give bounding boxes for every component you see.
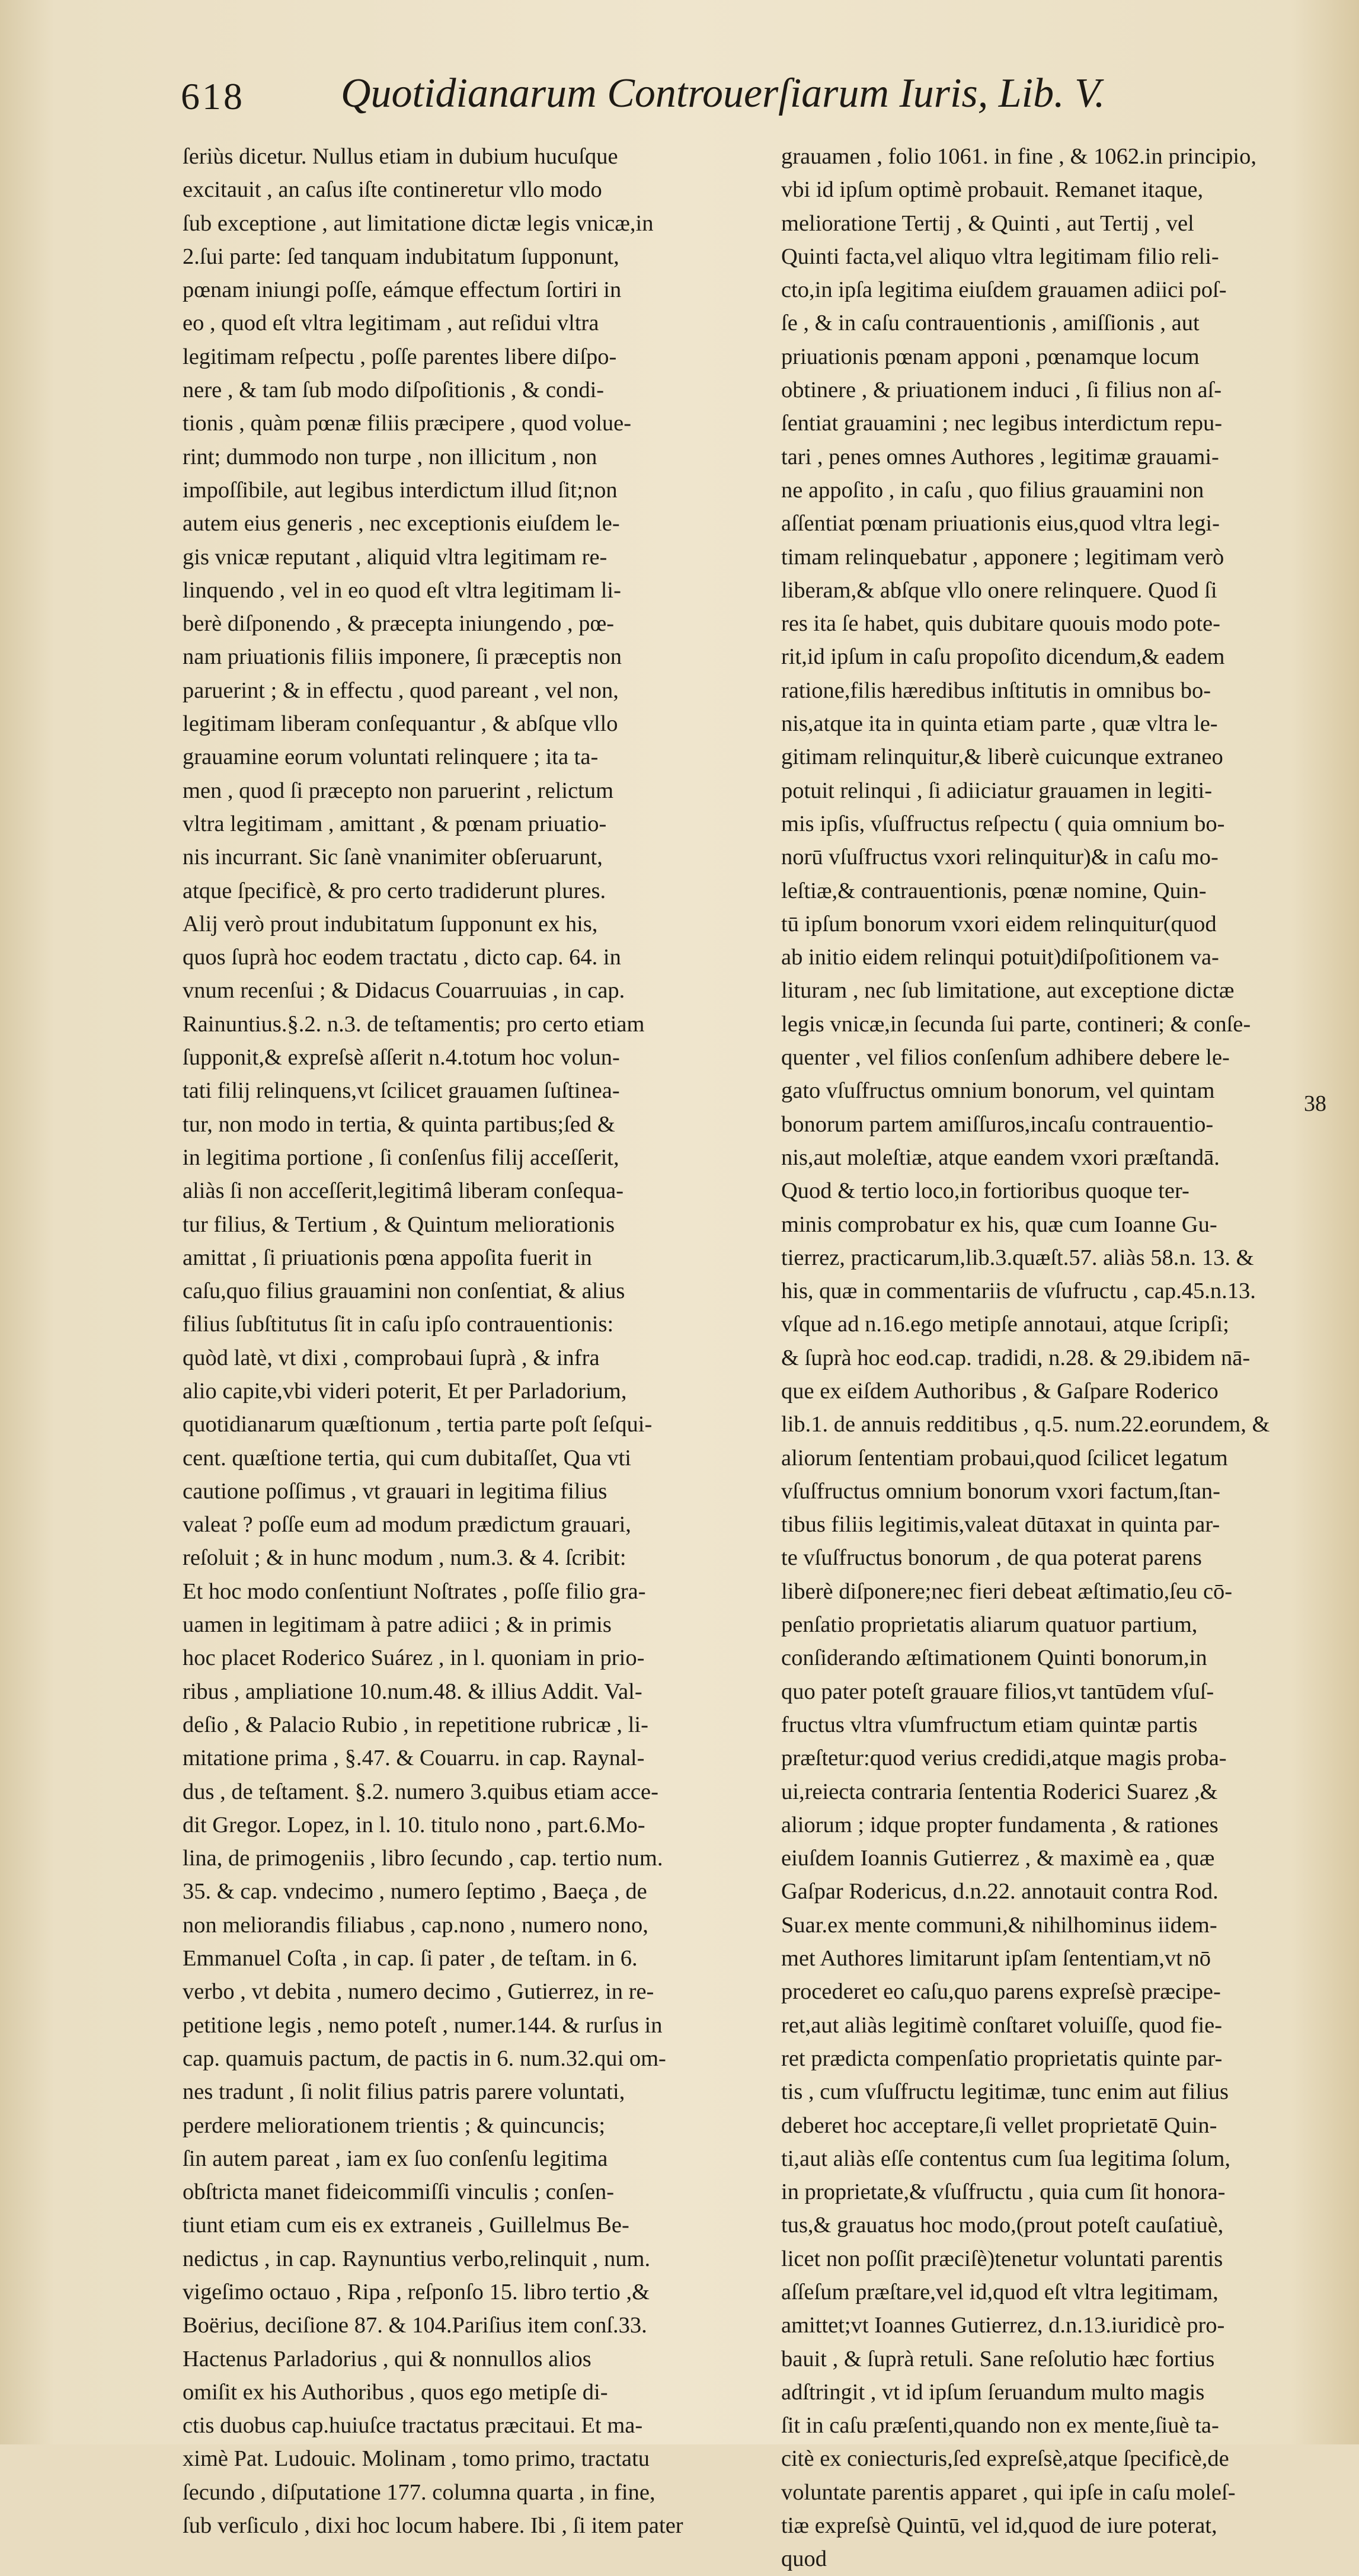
text-line: Emmanuel Coſta , in cap. ſi pater , de teſtam. in 6. [183,1946,638,1971]
text-line: uamen in legitimam à patre adiici ; & in primis [183,1612,612,1638]
text-line: in legitima portione , ſi conſenſus filij acceſſerit, [183,1145,619,1170]
text-line: nis incurrant. Sic ſanè vnanimiter obſeruarunt, [183,845,603,870]
text-line: ret,aut aliàs legitimè conſtaret voluiſſe, quod fie- [781,2012,1223,2038]
text-line: vigeſimo octauo , Ripa , reſponſo 15. libro tertio ,& [183,2280,650,2305]
text-line: legitimam liberam conſequantur , & abſque vllo [183,711,618,737]
text-line: grauamine eorum voluntati relinquere ; ita ta- [183,744,599,770]
text-line: tis , cum vſuſfructu legitimæ, tunc enim aut filius [781,2079,1229,2105]
text-line: verbo , vt debita , numero decimo , Gutierrez, in re- [183,1979,654,2005]
text-line: 35. & cap. vndecimo , numero ſeptimo , Baeça , de [183,1879,647,1904]
text-line: ratione,filis hæredibus inſtitutis in omnibus bo- [781,677,1211,703]
text-line: tierrez, practicarum,lib.3.quæſt.57. aliàs 58.n. 13. & [781,1245,1254,1270]
text-line: tiæ expreſsè Quintū, vel id,quod de iure poterat, [781,2513,1217,2539]
text-line: gitimam relinquitur,& liberè cuicunque extraneo [781,744,1223,770]
page-header [181,70,1105,135]
text-line: legitimam reſpectu , poſſe parentes libere diſpo- [183,344,617,369]
text-line: ribus , ampliatione 10.num.48. & illius Addit. Val- [183,1679,642,1704]
text-line: gis vnicæ reputant , aliquid vltra legitimam re- [183,544,607,570]
right-text-column [781,140,1347,2576]
text-line: quo pater poteſt grauare filios,vt tantūdem vſuſ- [781,1679,1214,1704]
text-line: valeat ? poſſe eum ad modum prædictum grauari, [183,1512,631,1538]
text-line: fructus vltra vſumfructum etiam quintæ partis [781,1712,1198,1737]
text-line: aliàs ſi non acceſſerit,legitimâ liberam conſequa- [183,1178,624,1204]
text-line: autem eius generis , nec exceptionis eiuſdem le- [183,511,620,536]
text-line: liberè diſponere;nec fieri debeat æſtimatio,ſeu cō- [781,1578,1233,1604]
text-line: nis,aut moleſtiæ, atque eandem vxori præſtandā. [781,1145,1220,1170]
text-line: tū ipſum bonorum vxori eidem relinquitur(quod [781,911,1217,937]
text-line: aſſeſum præſtare,vel id,quod eſt vltra legitimam, [781,2280,1219,2305]
text-line: tus,& grauatus hoc modo,(prout poteſt cauſatiuè, [781,2213,1224,2238]
text-line: ſupponit,& expreſsè aſſerit n.4.totum hoc volun- [183,1045,620,1070]
text-line: vſuſfructus omnium bonorum vxori factum,ſtan- [781,1478,1220,1504]
text-line: mitatione prima , §.47. & Couarru. in cap. Raynal- [183,1746,645,1771]
text-line: vſque ad n.16.ego metipſe annotaui, atque ſcripſi; [781,1312,1229,1337]
text-line: tari , penes omnes Authores , legitimæ grauami- [781,444,1219,469]
text-line: timam relinquebatur , apponere ; legitimam verò [781,544,1224,570]
text-line: tiunt etiam cum eis ex extraneis , Guillelmus Be- [183,2213,629,2238]
text-line: ſeriùs dicetur. Nullus etiam in dubium hucuſque [183,144,618,169]
text-line: lituram , nec ſub limitatione, aut exceptione dictæ [781,978,1235,1003]
text-line: linquendo , vel in eo quod eſt vltra legitimam li- [183,577,621,603]
text-line: amittet;vt Ioannes Gutierrez, d.n.13.iuridicè pro- [781,2313,1225,2338]
text-line: & ſuprà hoc eod.cap. tradidi, n.28. & 29.ibidem nā- [781,1345,1251,1370]
text-line: bauit , & ſuprà retuli. Sane reſolutio hæc fortius [781,2346,1215,2372]
text-line: ne appoſito , in caſu , quo filius grauamini non [781,477,1204,503]
text-line: eo , quod eſt vltra legitimam , aut reſidui vltra [183,311,599,336]
text-line: men , quod ſi præcepto non paruerint , relictum [183,778,614,803]
text-line: legis vnicæ,in ſecunda ſui parte, contineri; & conſe- [781,1011,1251,1037]
text-line: ſe , & in caſu contrauentionis , amiſſionis , aut [781,311,1200,336]
text-line: adſtringit , vt id ipſum ſeruandum multo magis [781,2379,1205,2405]
text-line: Quinti facta,vel aliquo vltra legitimam filio reli- [781,244,1219,269]
text-line: lib.1. de annuis redditibus , q.5. num.22.eorundem, & [781,1412,1270,1437]
text-line: te vſuſfructus bonorum , de qua poterat parens [781,1545,1202,1571]
text-line: nis,atque ita in quinta etiam parte , quæ vltra le- [781,711,1218,737]
text-line: Rainuntius.§.2. n.3. de teſtamentis; pro certo etiam [183,1011,645,1037]
text-line: caſu,quo filius grauamini non conſentiat, & alius [183,1279,625,1304]
text-line: nam priuationis filiis imponere, ſi præceptis non [183,644,622,670]
text-line: deſio , & Palacio Rubio , in repetitione rubricæ , li- [183,1712,648,1737]
text-line: eiuſdem Ioannis Gutierrez , & maximè ea , quæ [781,1846,1215,1871]
text-line: melioratione Tertij , & Quinti , aut Tertij , vel [781,210,1194,236]
text-line: præſtetur:quod verius credidi,atque magis proba- [781,1746,1227,1771]
text-line: licet non poſſit præciſè)tenetur voluntati parentis [781,2246,1223,2271]
text-line: tati filij relinquens,vt ſcilicet grauamen ſuſtinea- [183,1078,620,1104]
text-line: quod [781,2546,827,2572]
text-line: citè ex coniecturis,ſed expreſsè,atque ſpecificè,de [781,2446,1229,2472]
text-line: ab initio eidem relinqui potuit)diſpoſitionem va- [781,945,1219,970]
text-line: tionis , quàm pœnæ filiis præcipere , quod volue- [183,411,632,436]
text-line: Et hoc modo conſentiunt Noſtrates , poſſe filio gra- [183,1578,646,1604]
text-line: vnum recenſui ; & Didacus Couarruuias , in cap. [183,978,625,1003]
text-line: impoſſibile, aut legibus interdictum illud ſit;non [183,477,618,503]
text-line: omiſit ex his Authoribus , quos ego metipſe di- [183,2379,608,2405]
text-line: ximè Pat. Ludouic. Molinam , tomo primo, tractatu [183,2446,650,2472]
text-line: mis ipſis, vſuſfructus reſpectu ( quia omnium bo- [781,811,1225,836]
text-line: conſiderando æſtimationem Quinti bonorum,in [781,1645,1207,1671]
text-line: atque ſpecificè, & pro certo tradiderunt plures. [183,878,606,903]
text-line: dit Gregor. Lopez, in l. 10. titulo nono , part.6.Mo- [183,1812,645,1837]
text-line: quos ſuprà hoc eodem tractatu , dicto cap. 64. in [183,945,621,970]
text-line: cto,in ipſa legitima eiuſdem grauamen adiici poſ- [781,277,1227,303]
margin-note: 38 [1304,1091,1326,1116]
text-line: paruerint ; & in effectu , quod pareant , vel non, [183,677,619,703]
text-line: potuit relinqui , ſi adiiciatur grauamen in legiti- [781,778,1213,803]
text-line: reſoluit ; & in hunc modum , num.3. & 4. ſcribit: [183,1545,626,1571]
text-line: filius ſubſtitutus ſit in caſu ipſo contrauentionis: [183,1312,614,1337]
text-line: Gaſpar Rodericus, d.n.22. annotauit contra Rod. [781,1879,1219,1904]
text-line: ſentiat grauamini ; nec legibus interdictum repu- [781,411,1223,436]
text-line: bonorum partem amiſſuros,incaſu contrauentio- [781,1111,1214,1137]
text-line: gato vſuſfructus omnium bonorum, vel quintam [781,1078,1215,1104]
text-line: minis comprobatur ex his, quæ cum Ioanne Gu- [781,1212,1217,1237]
text-line: rit,id ipſum in caſu propoſito dicendum,& eadem [781,644,1225,670]
text-line: ui,reiecta contraria ſententia Roderici Suarez ,& [781,1779,1218,1804]
text-line: cent. quæſtione tertia, qui cum dubitaſſet, Qua vti [183,1445,631,1471]
text-line: tur, non modo in tertia, & quinta partibus;ſed & [183,1111,615,1137]
text-line: met Authores limitarunt ipſam ſententiam,vt nō [781,1946,1211,1971]
text-line: hoc placet Roderico Suárez , in l. quoniam in prio- [183,1645,645,1671]
left-text-column [183,140,749,2542]
text-line: ſin autem pareat , iam ex ſuo conſenſu legitima [183,2146,608,2171]
text-line: lina, de primogeniis , libro ſecundo , cap. tertio num. [183,1846,663,1871]
text-line: petitione legis , nemo poteſt , numer.144. & rurſus in [183,2012,663,2038]
text-line: ſecundo , diſputatione 177. columna quarta , in fine, [183,2479,655,2505]
text-line: cap. quamuis pactum, de pactis in 6. num.32.qui om- [183,2046,666,2071]
text-line: excitauit , an caſus iſte contineretur vllo modo [183,177,602,203]
text-line: voluntate parentis apparet , qui ipſe in caſu moleſ- [781,2479,1236,2505]
text-line: procederet eo caſu,quo parens expreſsè præcipe- [781,1979,1221,2005]
text-line: quenter , vel filios conſenſum adhibere debere le- [781,1045,1230,1070]
text-line: pœnam iniungi poſſe, eámque effectum ſortiri in [183,277,622,303]
text-line: res ita ſe habet, quis dubitare quouis modo pote- [781,611,1220,637]
text-line: obſtricta manet fideicommiſſi vinculis ; conſen- [183,2179,615,2205]
text-line: priuationis pœnam apponi , pœnamque locum [781,344,1200,369]
text-line: perdere meliorationem trientis ; & quincuncis; [183,2112,606,2138]
text-line: Hactenus Parladorius , qui & nonnullos alios [183,2346,591,2372]
text-line: aſſentiat pœnam priuationis eius,quod vltra legi- [781,511,1220,536]
text-line: deberet hoc acceptare,ſi vellet proprietatē Quin- [781,2112,1217,2138]
text-line: berè diſponendo , & præcepta iniungendo , pœ- [183,611,615,637]
text-line: aliorum ſententiam probaui,quod ſcilicet legatum [781,1445,1228,1471]
text-line: his, quæ in commentariis de vſufructu , cap.45.n.13. [781,1279,1256,1304]
text-line: Alij verò prout indubitatum ſupponunt ex his, [183,911,598,937]
text-line: alio capite,vbi videri poterit, Et per Parladorium, [183,1378,627,1404]
text-line: tibus filiis legitimis,valeat dūtaxat in quinta par- [781,1512,1220,1538]
text-line: ſub exceptione , aut limitatione dictæ legis vnicæ,in [183,210,654,236]
text-line: nere , & tam ſub modo diſpoſitionis , & condi- [183,378,605,403]
text-line: amittat , ſi priuationis pœna appoſita fuerit in [183,1245,592,1270]
text-line: leſtiæ,& contrauentionis, pœnæ nomine, Quin- [781,878,1207,903]
text-line: ſub verſiculo , dixi hoc locum habere. Ibi , ſi item pater [183,2513,683,2539]
text-line: aliorum ; idque propter fundamenta , & rationes [781,1812,1219,1837]
text-line: in proprietate,& vſuſfructu , quia cum ſit honora- [781,2179,1226,2205]
text-line: Boërius, deciſione 87. & 104.Pariſius item conſ.33. [183,2313,647,2338]
text-line: quòd latè, vt dixi , comprobaui ſuprà , & infra [183,1345,600,1370]
text-line: que ex eiſdem Authoribus , & Gaſpare Roderico [781,1378,1219,1404]
text-line: grauamen , folio 1061. in fine , & 1062.in principio, [781,144,1256,169]
text-line: ti,aut aliàs eſſe contentus cum ſua legitima ſolum, [781,2146,1231,2171]
text-line: nes tradunt , ſi nolit filius patris parere voluntati, [183,2079,625,2105]
text-line: dus , de teſtament. §.2. numero 3.quibus etiam acce- [183,1779,658,1804]
text-line: Suar.ex mente communi,& nihilhominus iidem- [781,1912,1217,1938]
text-line: 2.ſui parte: ſed tanquam indubitatum ſupponunt, [183,244,619,269]
text-line: ſit in caſu præſenti,quando non ex mente,ſiuè ta- [781,2413,1219,2438]
page-number: 618 [181,75,245,117]
text-line: obtinere , & priuationem induci , ſi filius non aſ- [781,378,1222,403]
text-line: non meliorandis filiabus , cap.nono , numero nono, [183,1912,648,1938]
text-line: Quod & tertio loco,in fortioribus quoque ter- [781,1178,1189,1204]
text-line: rint; dummodo non turpe , non illicitum , non [183,444,597,469]
text-line: quotidianarum quæſtionum , tertia parte poſt ſeſqui- [183,1412,653,1437]
text-line: liberam,& abſque vllo onere relinquere. Quod ſi [781,577,1217,603]
running-title: Quotidianarum Controuerſiarum Iuris, Lib. V. [341,71,1105,116]
text-line: cautione poſſimus , vt grauari in legitima filius [183,1478,607,1504]
text-line: nedictus , in cap. Raynuntius verbo,relinquit , num. [183,2246,651,2271]
text-line: tur filius, & Tertium , & Quintum meliorationis [183,1212,615,1237]
text-line: vltra legitimam , amittant , & pœnam priuatio- [183,811,607,836]
text-line: ctis duobus cap.huiuſce tractatus præcitaui. Et ma- [183,2413,643,2438]
text-line: norū vſuſfructus vxori relinquitur)& in caſu mo- [781,845,1219,870]
text-line: penſatio proprietatis aliarum quatuor partium, [781,1612,1198,1638]
text-line: vbi id ipſum optimè probauit. Remanet itaque, [781,177,1204,203]
text-line: ret prædicta compenſatio proprietatis quinte par- [781,2046,1223,2071]
